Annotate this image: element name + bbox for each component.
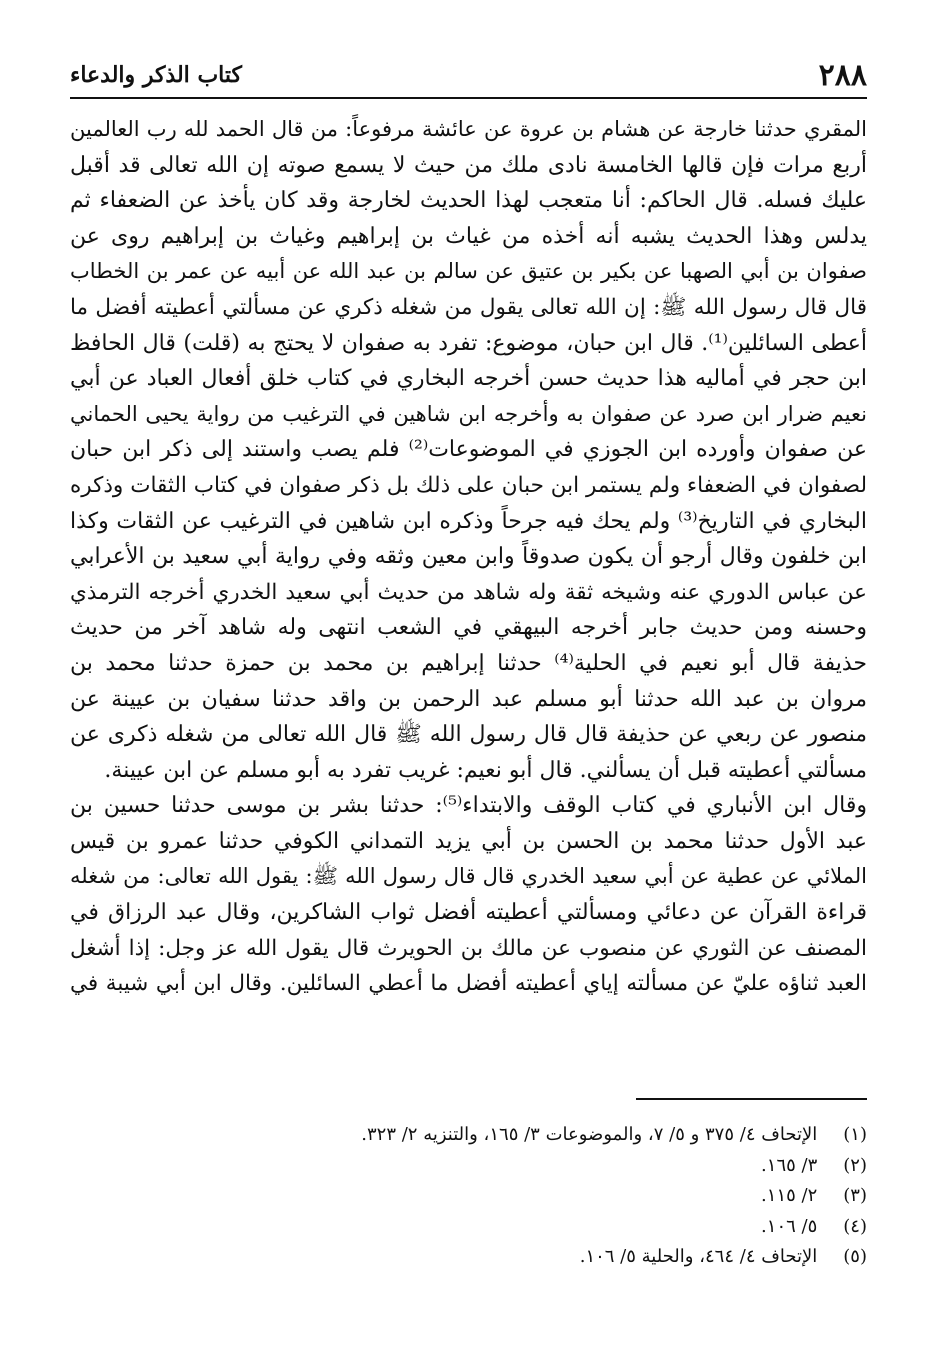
text-line: المقري حدثنا خارجة عن هشام بن عروة عن عائشة مرفوعاً: من قال الحمد لله رب العالمين (70, 117, 867, 141)
text-line: مسألتي أعطيته قبل أن يسألني. قال أبو نعيم: غريب تفرد به أبو مسلم عن ابن عيينة. (104, 757, 867, 783)
footnote-text: ٢/ ١١٥. (761, 1185, 818, 1206)
text-line: صفوان بن أبي الصهبا عن بكير بن عتيق عن سالم بن عبد الله عن أبيه عن عمر بن الخطاب (70, 259, 867, 284)
text-line: أعطى السائلين⁽¹⁾. قال ابن حبان، موضوع: تفرد به صفوان لا يحتج به (قلت) قال الحافظ (70, 330, 867, 356)
footnote-number: (١) (843, 1124, 867, 1145)
footnote-number: (٢) (843, 1154, 867, 1176)
footnote (70, 1212, 867, 1243)
text-line: البخاري في التاريخ⁽³⁾ ولم يحك فيه جرحاً وذكره ابن شاهين في الترغيب عن الثقات وكذا (70, 508, 867, 534)
footnote-number: (٣) (843, 1185, 867, 1206)
text-line: لصفوان في الضعفاء ولم يستمر ابن حبان على ذلك بل ذكر صفوان في كتاب الثقات وذكره (70, 472, 867, 498)
header-divider (70, 97, 867, 99)
page-header (70, 52, 867, 96)
text-line: العبد ثناؤه عليّ عن مسألته إياي أعطيته أفضل ما أعطي السائلين. وقال ابن أبي شيبة في (70, 971, 867, 997)
footnote (70, 1242, 867, 1273)
footnote-text: ٣/ ١٦٥. (761, 1154, 818, 1176)
text-line: وحسنه ومن حديث جابر أخرجه البيهقي في الشعب انتهى وله شاهد آخر من حديث (70, 615, 867, 641)
text-line: المصنف عن الثوري عن منصوب عن مالك بن الحويرث قال يقول الله عز وجل: إذا أشغل (70, 935, 867, 961)
text-line: حذيفة قال أبو نعيم في الحلية⁽⁴⁾ حدثنا إبراهيم بن محمد بن حمزة حدثنا محمد بن (70, 650, 867, 676)
text-line: عليك فسله. قال الحاكم: أنا متعجب لهذا الحديث لخارجة وقد كان يأخذ عن الضعفاء ثم (70, 188, 867, 214)
text-line: ابن حجر في أماليه هذا حديث حسن أخرجه البخاري في كتاب خلق أفعال العباد عن أبي (70, 366, 867, 392)
footnote-divider (636, 1098, 867, 1100)
text-line: مروان بن عبد الله حدثنا أبو مسلم عبد الرحمن بن واقد حدثنا سفيان بن عيينة عن (70, 686, 867, 712)
text-line: منصور عن ربعي عن حذيفة قال قال رسول الله ﷺ قال الله تعالى من شغله ذكرى عن (70, 722, 867, 748)
text-line: وقال ابن الأنباري في كتاب الوقف والابتداء⁽⁵⁾: حدثنا بشر بن موسى حدثنا حسين بن (70, 793, 867, 819)
footnote-text: الإتحاف ٤/ ٤٦٤، والحلية ٥/ ١٠٦. (579, 1246, 818, 1267)
text-line: يدلس وهذا الحديث يشبه أنه أخذه من غياث بن إبراهيم وغياث بن إبراهيم روى عن (70, 223, 867, 249)
footnote (70, 1120, 867, 1151)
footnotes (70, 1120, 867, 1273)
footnote-number: (٥) (843, 1246, 867, 1267)
text-line: قراءة القرآن عن دعائي ومسألتي أعطيته أفضل ثواب الشاكرين، وقال عبد الرزاق في (70, 900, 867, 926)
text-line: الملائي عن عطية عن أبي سعيد الخدري قال قال رسول الله ﷺ: يقول الله تعالى: من شغله (70, 864, 867, 889)
text-line: عن عباس الدوري عنه وشيخه ثقة وله شاهد من حديث أبي سعيد الخدري أخرجه الترمذي (70, 579, 867, 605)
main-text (70, 112, 867, 1002)
footnote-text: ٥/ ١٠٦. (761, 1215, 818, 1237)
text-line: قال قال رسول الله ﷺ: إن الله تعالى يقول من شغله ذكري عن مسألتي أعطيته أفضل ما (70, 294, 867, 320)
running-title: كتاب الذكر والدعاء (70, 62, 242, 88)
text-line: عن صفوان وأورده ابن الجوزي في الموضوعات⁽²⁾ فلم يصب واستند إلى ذكر ابن حبان (70, 437, 867, 463)
footnote-number: (٤) (843, 1215, 867, 1237)
footnote-text: الإتحاف ٤/ ٣٧٥ و ٥/ ٧، والموضوعات ٣/ ١٦٥، والتنزيه ٢/ ٣٢٣. (361, 1124, 818, 1145)
text-line: نعيم ضرار ابن صرد عن صفوان به وأخرجه ابن شاهين في الترغيب من رواية يحيى الحماني (70, 401, 867, 426)
text-line: أربع مرات فإن قالها الخامسة نادى ملك من حيث لا يسمع صوته إن الله تعالى قد أقبل (70, 152, 867, 178)
page-number: ٢٨٨ (818, 58, 867, 93)
footnote (70, 1151, 867, 1182)
text-line: عبد الأول حدثنا محمد بن الحسن بن أبي يزيد التمداني الكوفي حدثنا عمرو بن قيس (70, 828, 867, 854)
footnote (70, 1181, 867, 1212)
text-line: ابن خلفون وقال أرجو أن يكون صدوقاً وابن معين وثقه وفي رواية أبي سعيد بن الأعرابي (70, 544, 867, 570)
